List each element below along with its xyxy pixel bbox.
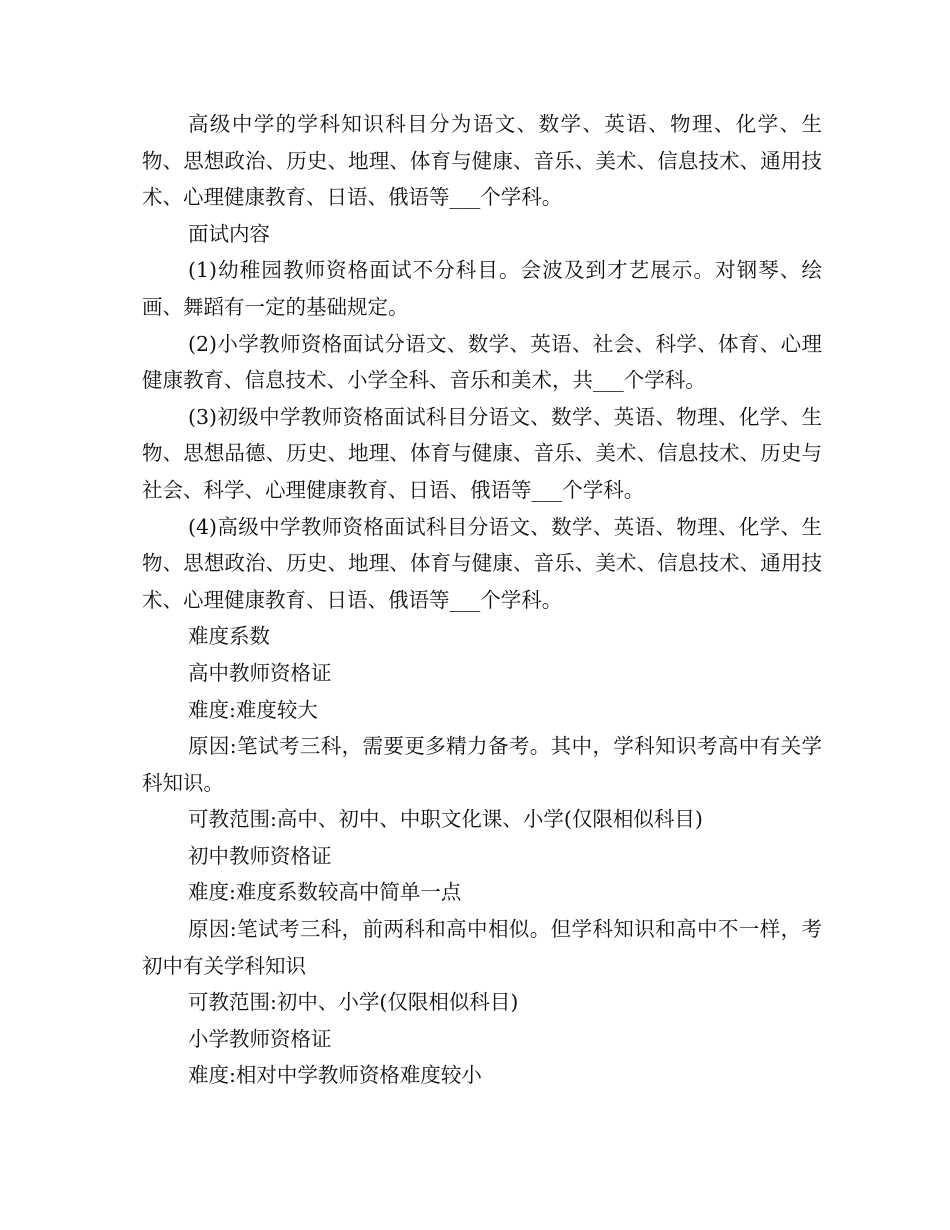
text-high-school-reason: 原因:笔试考三科，需要更多精力备考。其中，学科知识考高中有关学科知识。 — [142, 734, 822, 795]
text-high-school-difficulty: 难度:难度较大 — [188, 697, 318, 722]
paragraph-kindergarten-interview: (1)幼稚园教师资格面试不分科目。会波及到才艺展示。对钢琴、绘画、舞蹈有一定的基础规定。 — [142, 258, 822, 319]
heading-primary-certificate: 小学教师资格证 — [188, 1026, 332, 1051]
text-junior-high-reason: 原因:笔试考三科，前两科和高中相似。但学科知识和高中不一样，考初中有关学科知识 — [142, 917, 822, 978]
text-high-school-scope: 可教范围:高中、初中、中职文化课、小学(仅限相似科目) — [188, 807, 703, 832]
heading-difficulty: 难度系数 — [188, 624, 270, 649]
paragraph-high-school-subjects: 高级中学的学科知识科目分为语文、数学、英语、物理、化学、生物、思想政治、历史、地理、体育与健康、音乐、美术、信息技术、通用技术、心理健康教育、日语、俄语等___个学科。 — [142, 112, 822, 210]
text-junior-high-scope: 可教范围:初中、小学(仅限相似科目) — [188, 990, 519, 1015]
document-body — [142, 106, 822, 1094]
paragraph-junior-high-interview: (3)初级中学教师资格面试科目分语文、数学、英语、物理、化学、生物、思想品德、历史、地理、体育与健康、音乐、美术、信息技术、历史与社会、科学、心理健康教育、日语、俄语等___个学科。 — [142, 404, 822, 502]
paragraph-senior-high-interview: (4)高级中学教师资格面试科目分语文、数学、英语、物理、化学、生物、思想政治、历史、地理、体育与健康、音乐、美术、信息技术、通用技术、心理健康教育、日语、俄语等___个学科。 — [142, 514, 822, 612]
text-primary-difficulty: 难度:相对中学教师资格难度较小 — [188, 1063, 482, 1088]
paragraph-primary-interview: (2)小学教师资格面试分语文、数学、英语、社会、科学、体育、心理健康教育、信息技术、小学全科、音乐和美术，共___个学科。 — [142, 331, 822, 393]
heading-interview-content: 面试内容 — [188, 221, 270, 246]
text-junior-high-difficulty: 难度:难度系数较高中简单一点 — [188, 880, 462, 905]
heading-junior-high-certificate: 初中教师资格证 — [188, 843, 332, 868]
heading-high-school-certificate: 高中教师资格证 — [188, 660, 332, 685]
